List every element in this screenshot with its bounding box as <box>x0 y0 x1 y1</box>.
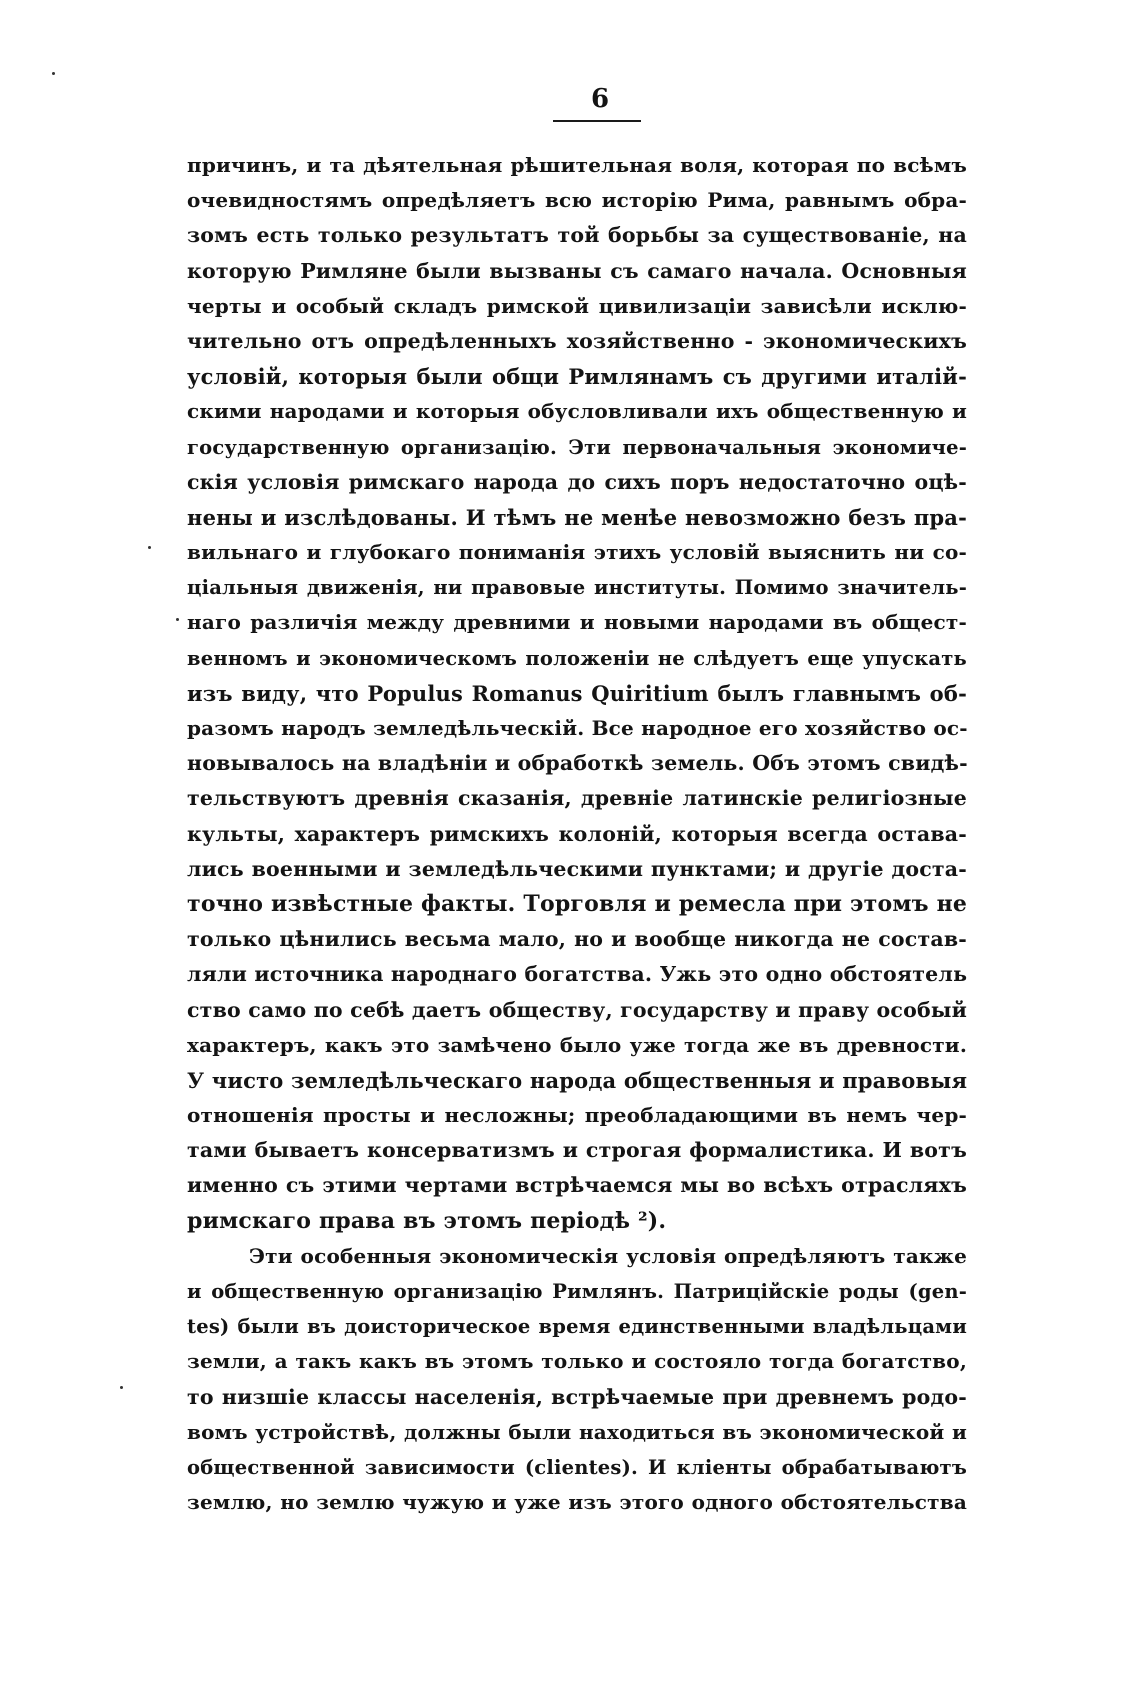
text-line: тельствуютъ древнія сказанія, древніе латинскіе религіозные <box>187 786 967 811</box>
text-line: У чисто земледѣльческаго народа общественныя и правовыя <box>187 1067 968 1093</box>
scan-speck <box>120 1386 123 1389</box>
scan-speck <box>52 72 55 75</box>
text-line: только цѣнились весьма мало, но и вообще никогда не состав- <box>187 927 967 952</box>
text-line: разомъ народъ земледѣльческій. Все народное его хозяйство ос- <box>187 716 968 740</box>
text-line: вомъ устройствѣ, должны были находиться въ экономической и <box>187 1419 967 1444</box>
text-line: ство само по себѣ даетъ обществу, государству и праву особый <box>187 997 967 1022</box>
text-line: Эти особенныя экономическія условія опредѣляютъ также <box>249 1243 967 1268</box>
text-line: tes) были въ доисторическое время единственными владѣльцами <box>187 1315 967 1339</box>
text-line: зомъ есть только результатъ той борьбы за существованіе, на <box>187 223 967 248</box>
text-line: именно съ этими чертами встрѣчаемся мы во всѣхъ отрасляхъ <box>187 1173 967 1198</box>
text-line: венномъ и экономическомъ положеніи не слѣдуетъ еще упускать <box>187 646 967 670</box>
text-line: наго различія между древними и новыми народами въ общест- <box>187 610 967 635</box>
paragraph-2 <box>187 1239 967 1521</box>
text-line: условій, которыя были общи Римлянамъ съ другими италій- <box>187 364 967 390</box>
text-line: землю, но землю чужую и уже изъ этого одного обстоятельства <box>187 1490 967 1515</box>
text-line: изъ виду, что Populus Romanus Quiritium былъ главнымъ об- <box>187 680 967 706</box>
text-line: лись военными и земледѣльческими пунктами; и другіе доста- <box>187 856 967 881</box>
text-line: римскаго права въ этомъ періодѣ ²). <box>187 1207 667 1234</box>
text-line: причинъ, и та дѣятельная рѣшительная воля, которая по всѣмъ <box>187 153 967 177</box>
scan-speck <box>176 618 179 621</box>
text-line: ціальныя движенія, ни правовые институты. Помимо значитель- <box>187 576 967 600</box>
text-line: скими народами и которыя обусловливали ихъ общественную и <box>187 399 967 424</box>
text-line: нены и изслѣдованы. И тѣмъ не менѣе невозможно безъ пра- <box>187 504 967 530</box>
text-line: точно извѣстные факты. Торговля и ремесла при этомъ не <box>187 890 968 917</box>
text-line: общественной зависимости (clientes). И кліенты обрабатываютъ <box>187 1455 967 1479</box>
text-line: государственную организацію. Эти первоначальныя экономиче- <box>187 435 967 459</box>
text-line: которую Римляне были вызваны съ самаго начала. Основныя <box>187 258 967 283</box>
text-line: скія условія римскаго народа до сихъ поръ недостаточно оцѣ- <box>187 469 967 494</box>
text-line: вильнаго и глубокаго пониманія этихъ условій выяснить ни со- <box>187 540 967 565</box>
text-line: новывалось на владѣніи и обработкѣ земель. Объ этомъ свидѣ- <box>187 751 968 776</box>
text-line: и общественную организацію Римлянъ. Патриційскіе роды (gen- <box>187 1280 967 1303</box>
text-line: отношенія просты и несложны; преобладающими въ немъ чер- <box>187 1103 967 1128</box>
text-line: земли, а такъ какъ въ этомъ только и состояло тогда богатство, <box>187 1349 967 1374</box>
text-line: очевидностямъ опредѣляетъ всю исторію Рима, равнымъ обра- <box>187 188 967 213</box>
page-number: 6 <box>590 84 610 114</box>
text-line: культы, характеръ римскихъ колоній, которыя всегда остава- <box>187 821 967 846</box>
paragraph-1 <box>187 148 967 1239</box>
text-line: то низшіе классы населенія, встрѣчаемые при древнемъ родо- <box>187 1384 967 1409</box>
text-line: черты и особый складъ римской цивилизаціи зависѣли исклю- <box>187 293 967 318</box>
page-number-rule <box>553 120 641 122</box>
text-line: ляли источника народнаго богатства. Ужь это одно обстоятель <box>187 962 968 987</box>
scan-speck <box>148 546 151 549</box>
text-line: чительно отъ опредѣленныхъ хозяйственно - экономическихъ <box>187 328 967 353</box>
body-text <box>187 148 967 1520</box>
text-line: характеръ, какъ это замѣчено было уже тогда же въ древности. <box>187 1032 967 1057</box>
text-line: тами бываетъ консерватизмъ и строгая формалистика. И вотъ <box>187 1138 967 1163</box>
